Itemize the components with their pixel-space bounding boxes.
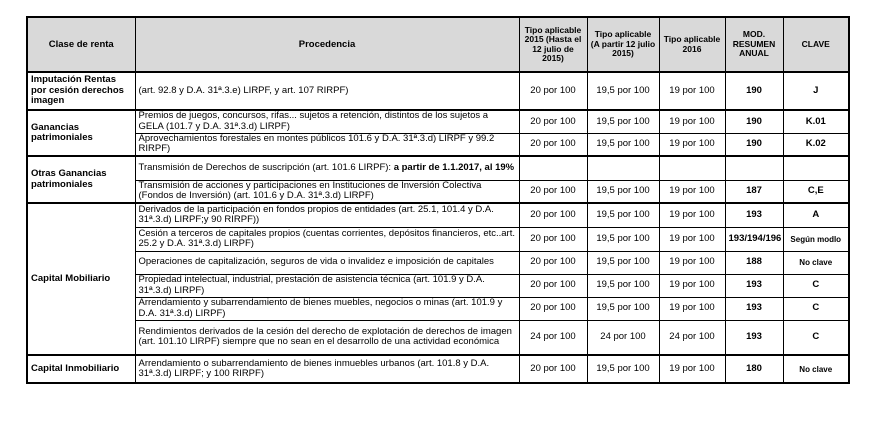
tipo-2016-cell: 19 por 100: [659, 251, 725, 274]
mod-cell: 180: [725, 355, 783, 383]
procedencia-cell: Cesión a terceros de capitales propios (cuentas corrientes, depósitos financieros, etc..art. 25.2 y D.A. 31ª.3.d) LIRPF): [135, 227, 519, 251]
header-tipo-2016: Tipo aplicable 2016: [659, 17, 725, 72]
mod-cell: 193: [725, 274, 783, 297]
procedencia-cell: Aprovechamientos forestales en montes públicos 101.6 y D.A. 31ª.3.d) LIRPF y 99.2 RIRPF): [135, 133, 519, 156]
header-tipo-2015: Tipo aplicable 2015 (Hasta el 12 julio de 2015): [519, 17, 587, 72]
tipo-2015-cell: 20 por 100: [519, 274, 587, 297]
group-otras: Otras Ganancias patrimoniales: [27, 156, 135, 203]
tipo-2015-cell: 20 por 100: [519, 227, 587, 251]
clave-cell: C: [783, 274, 849, 297]
procedencia-cell: Premios de juegos, concursos, rifas... sujetos a retención, distintos de los sujetos a GELA (101.7 y D.A. 31ª.3.d) LIRPF): [135, 110, 519, 133]
group-inmobiliario: Capital Inmobiliario: [27, 355, 135, 383]
header-row: [27, 17, 849, 72]
tipo-2015-cell: 20 por 100: [519, 251, 587, 274]
clave-cell: C: [783, 320, 849, 355]
procedencia-cell: Arrendamiento y subarrendamiento de bienes muebles, negocios o minas (art. 101.9 y D.A. 31ª.3.d) LIRPF): [135, 297, 519, 320]
mod-cell: 193/194/196: [725, 227, 783, 251]
header-mod: MOD. RESUMEN ANUAL: [725, 17, 783, 72]
procedencia-cell: (art. 92.8 y D.A. 31ª.3.e) LIRPF, y art. 107 RIRPF): [135, 72, 519, 110]
group-ganancias: Ganancias patrimoniales: [27, 110, 135, 156]
clave-cell: [783, 156, 849, 180]
table-row: [27, 180, 849, 203]
procedencia-cell: Arrendamiento o subarrendamiento de bienes inmuebles urbanos (art. 101.8 y D.A. 31ª.3.d) LIRPF; y 100 RIRPF): [135, 355, 519, 383]
clave-cell: Según modlo: [783, 227, 849, 251]
tipo-2015-cell: 20 por 100: [519, 203, 587, 227]
tipo-2015-cell: 24 por 100: [519, 320, 587, 355]
tipo-2016-cell: 19 por 100: [659, 203, 725, 227]
clave-cell: A: [783, 203, 849, 227]
tipo-2015-cell: 20 por 100: [519, 133, 587, 156]
mod-cell: 190: [725, 133, 783, 156]
header-tipo-2015b: Tipo aplicable (A partir 12 julio 2015): [587, 17, 659, 72]
clave-cell: K.01: [783, 110, 849, 133]
header-clave: CLAVE: [783, 17, 849, 72]
mod-cell: 190: [725, 110, 783, 133]
table-row: [27, 227, 849, 251]
table-row: [27, 72, 849, 110]
group-imputacion: Imputación Rentas por cesión derechos imagen: [27, 72, 135, 110]
table-row: [27, 203, 849, 227]
clave-cell: No clave: [783, 355, 849, 383]
procedencia-cell: [135, 156, 519, 180]
mod-cell: 188: [725, 251, 783, 274]
tipo-2015b-cell: [587, 156, 659, 180]
table-row: [27, 110, 849, 133]
table-row: [27, 156, 849, 180]
table-row: [27, 355, 849, 383]
tipo-2016-cell: 24 por 100: [659, 320, 725, 355]
tipo-2015b-cell: 19,5 por 100: [587, 297, 659, 320]
tipo-2016-cell: 19 por 100: [659, 274, 725, 297]
tipo-2015-cell: 20 por 100: [519, 72, 587, 110]
tipo-2015b-cell: 19,5 por 100: [587, 180, 659, 203]
tipo-2015b-cell: 19,5 por 100: [587, 227, 659, 251]
tipo-2015-cell: 20 por 100: [519, 297, 587, 320]
procedencia-cell: Operaciones de capitalización, seguros de vida o invalidez e imposición de capitales: [135, 251, 519, 274]
tipo-2015b-cell: 19,5 por 100: [587, 251, 659, 274]
table-row: [27, 133, 849, 156]
tipo-2016-cell: 19 por 100: [659, 180, 725, 203]
table-row: [27, 297, 849, 320]
mod-cell: 193: [725, 203, 783, 227]
group-mobiliario: Capital Mobiliario: [27, 203, 135, 355]
retention-table: [26, 16, 850, 384]
tipo-2016-cell: 19 por 100: [659, 297, 725, 320]
mod-cell: 187: [725, 180, 783, 203]
retention-table-container: [26, 16, 848, 384]
tipo-2015-cell: 20 por 100: [519, 110, 587, 133]
tipo-2015b-cell: 19,5 por 100: [587, 355, 659, 383]
tipo-2015b-cell: 24 por 100: [587, 320, 659, 355]
tipo-2016-cell: 19 por 100: [659, 110, 725, 133]
tipo-2015-cell: 20 por 100: [519, 180, 587, 203]
clave-cell: K.02: [783, 133, 849, 156]
mod-cell: 190: [725, 72, 783, 110]
header-procedencia: Procedencia: [135, 17, 519, 72]
tipo-2015b-cell: 19,5 por 100: [587, 274, 659, 297]
tipo-2015b-cell: 19,5 por 100: [587, 133, 659, 156]
tipo-2016-cell: 19 por 100: [659, 355, 725, 383]
procedencia-cell: Transmisión de acciones y participaciones en Instituciones de Inversión Colectiva (Fondos de Inversión) (art. 101.6 y D.A. 31ª.3.d) LIRPF): [135, 180, 519, 203]
procedencia-cell: Propiedad intelectual, industrial, prestación de asistencia técnica (art. 101.9 y D.A. 31ª.3.d) LIRPF): [135, 274, 519, 297]
tipo-2015b-cell: 19,5 por 100: [587, 203, 659, 227]
table-row: [27, 274, 849, 297]
tipo-2015b-cell: 19,5 por 100: [587, 110, 659, 133]
header-clase: Clase de renta: [27, 17, 135, 72]
table-row: [27, 251, 849, 274]
mod-cell: 193: [725, 320, 783, 355]
clave-cell: J: [783, 72, 849, 110]
clave-cell: No clave: [783, 251, 849, 274]
tipo-2016-cell: 19 por 100: [659, 133, 725, 156]
tipo-2015-cell: 20 por 100: [519, 355, 587, 383]
tipo-2016-cell: 19 por 100: [659, 72, 725, 110]
procedencia-cell: Rendimientos derivados de la cesión del derecho de explotación de derechos de imagen (art. 101.10 LIRPF) siempre que no sean en el desarrollo de una actividad económica: [135, 320, 519, 355]
table-row: [27, 320, 849, 355]
tipo-2016-cell: [659, 156, 725, 180]
tipo-2016-cell: 19 por 100: [659, 227, 725, 251]
tipo-2015b-cell: 19,5 por 100: [587, 72, 659, 110]
procedencia-cell: Derivados de la participación en fondos propios de entidades (art. 25.1, 101.4 y D.A. 31ª.3.d) LIRPF;y 90 RIRPF)): [135, 203, 519, 227]
tipo-2015-cell: [519, 156, 587, 180]
mod-cell: 193: [725, 297, 783, 320]
mod-cell: [725, 156, 783, 180]
procedencia-bold-note: a partir de 1.1.2017, al 19%: [393, 162, 515, 173]
procedencia-text: Transmisión de Derechos de suscripción (art. 101.6 LIRPF):: [138, 162, 392, 173]
clave-cell: C,E: [783, 180, 849, 203]
clave-cell: C: [783, 297, 849, 320]
